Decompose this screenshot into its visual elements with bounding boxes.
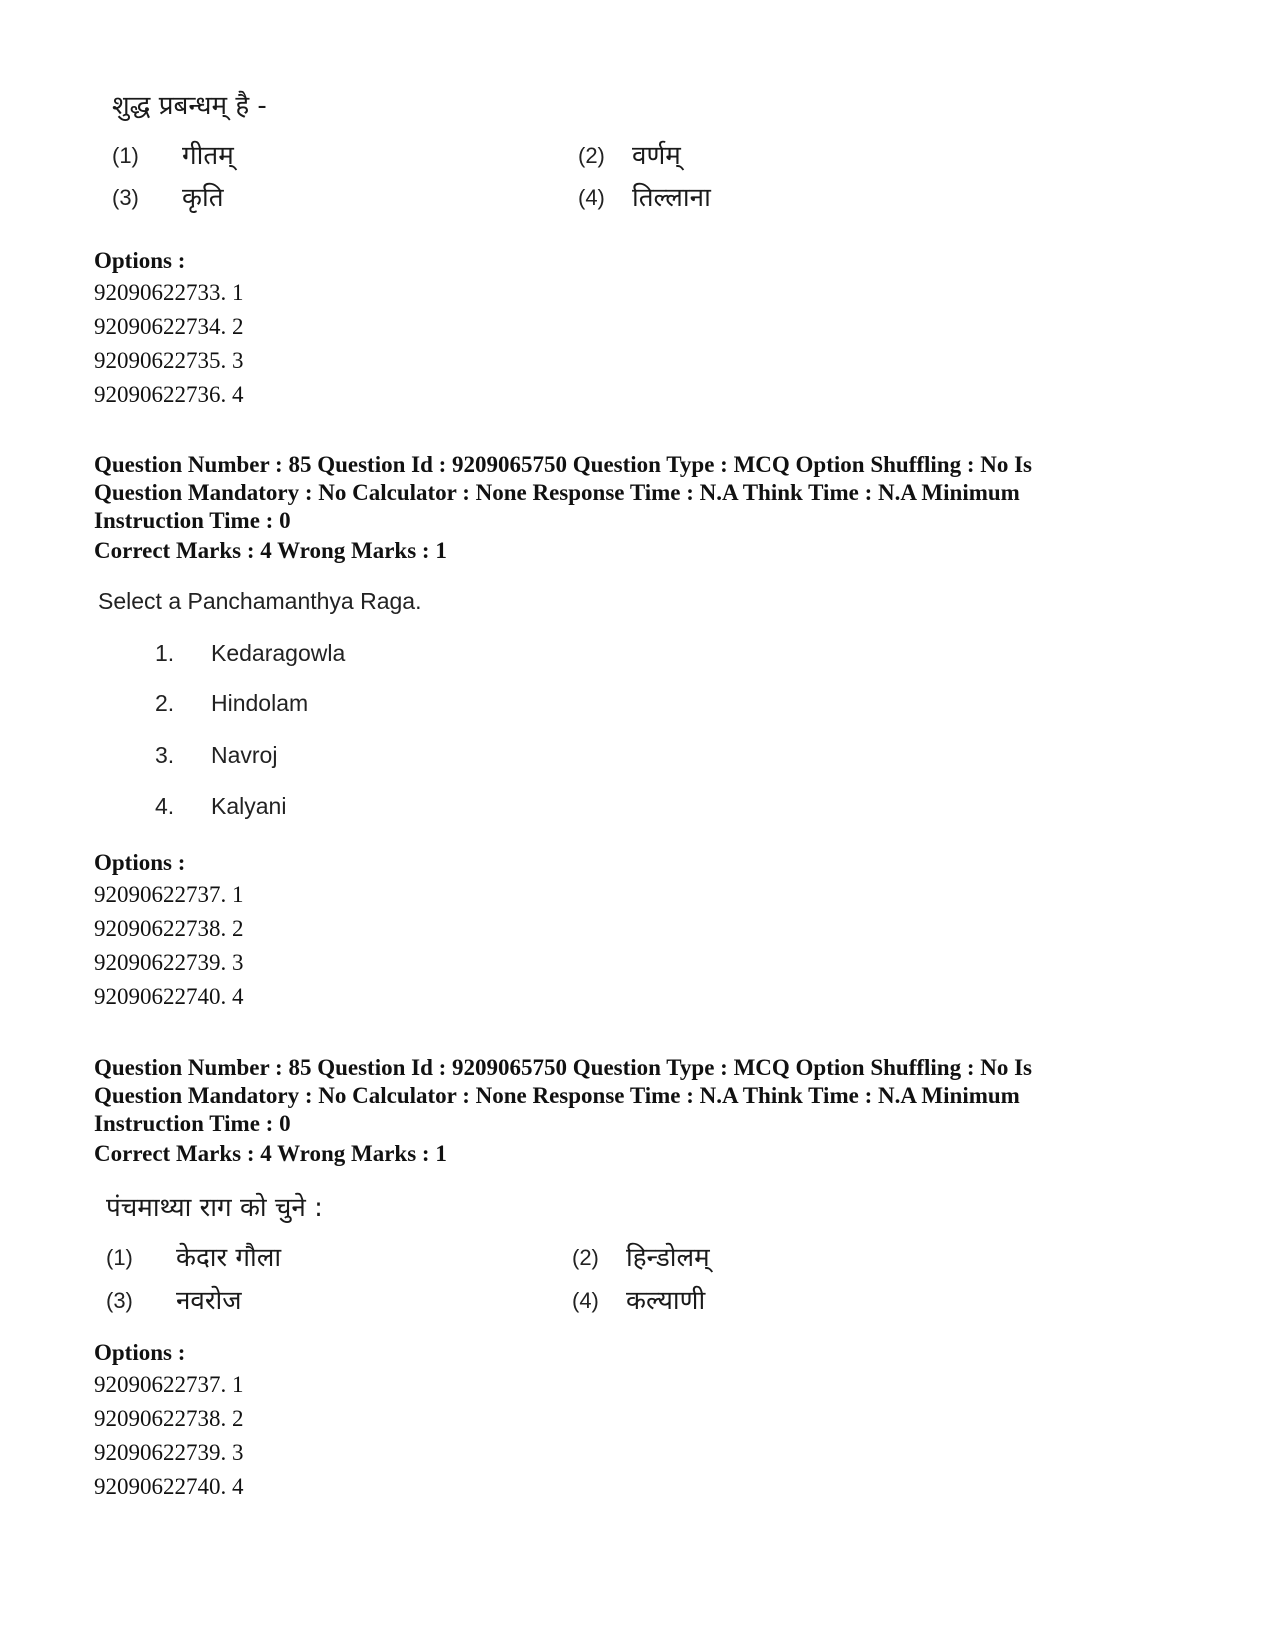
marks-line: Correct Marks : 4 Wrong Marks : 1 <box>94 538 447 563</box>
choice-text: वर्णम् <box>632 141 681 171</box>
option-item: 92090622734. 2 <box>94 314 244 339</box>
options-label: Options : <box>94 850 186 875</box>
choice-number: (1) <box>112 143 139 168</box>
option-item: 92090622740. 4 <box>94 1474 244 1499</box>
choice-number: 4. <box>155 793 175 819</box>
option-item: 92090622737. 1 <box>94 882 244 907</box>
meta-line: Instruction Time : 0 <box>94 508 291 533</box>
meta-line: Question Number : 85 Question Id : 9209065750 Question Type : MCQ Option Shuffling : No Is <box>94 452 1033 477</box>
choice-text: हिन्डोलम् <box>626 1243 710 1273</box>
meta-line: Instruction Time : 0 <box>94 1111 291 1136</box>
choice-text: नवरोज <box>176 1286 242 1316</box>
option-item: 92090622736. 4 <box>94 382 244 407</box>
choice-number: (2) <box>572 1245 599 1270</box>
option-item: 92090622735. 3 <box>94 348 244 373</box>
option-item: 92090622738. 2 <box>94 1406 244 1431</box>
choice-text: कल्याणी <box>626 1286 706 1316</box>
question-meta <box>94 1054 1194 1138</box>
meta-line: Question Mandatory : No Calculator : None Response Time : N.A Think Time : N.A Minimum <box>94 1083 1020 1108</box>
meta-line: Question Mandatory : No Calculator : None Response Time : N.A Think Time : N.A Minimum <box>94 480 1020 505</box>
choice-number: (4) <box>578 185 605 210</box>
option-item: 92090622738. 2 <box>94 916 244 941</box>
choice-text: गीतम् <box>182 141 234 171</box>
option-item: 92090622737. 1 <box>94 1372 244 1397</box>
option-item: 92090622739. 3 <box>94 950 244 975</box>
choice-text: तिल्लाना <box>632 183 711 213</box>
question-stem: पंचमाथ्या राग को चुने : <box>106 1193 323 1223</box>
options-label: Options : <box>94 1340 186 1365</box>
options-list <box>94 878 244 1014</box>
question-meta <box>94 451 1194 535</box>
options-list <box>94 276 244 412</box>
choice-text: केदार गौला <box>176 1243 282 1273</box>
option-item: 92090622733. 1 <box>94 280 244 305</box>
choice-text: कृति <box>182 183 224 213</box>
option-item: 92090622739. 3 <box>94 1440 244 1465</box>
choice-number: (1) <box>106 1245 133 1270</box>
choice-text: Kedaragowla <box>211 640 346 666</box>
choice-number: (2) <box>578 143 605 168</box>
choice-text: Hindolam <box>211 690 309 716</box>
choice-number: (4) <box>572 1288 599 1313</box>
choice-number: 1. <box>155 640 175 666</box>
marks-line: Correct Marks : 4 Wrong Marks : 1 <box>94 1141 447 1166</box>
options-list <box>94 1368 244 1504</box>
choice-number: 2. <box>155 690 175 716</box>
choice-text: Navroj <box>211 742 278 768</box>
choice-number: 3. <box>155 742 175 768</box>
option-item: 92090622740. 4 <box>94 984 244 1009</box>
choice-number: (3) <box>112 185 139 210</box>
choice-number: (3) <box>106 1288 133 1313</box>
question-stem: शुद्ध प्रबन्धम् है - <box>112 91 267 121</box>
options-label: Options : <box>94 248 186 273</box>
question-stem: Select a Panchamanthya Raga. <box>98 588 422 614</box>
choice-text: Kalyani <box>211 793 287 819</box>
meta-line: Question Number : 85 Question Id : 9209065750 Question Type : MCQ Option Shuffling : No Is <box>94 1055 1033 1080</box>
